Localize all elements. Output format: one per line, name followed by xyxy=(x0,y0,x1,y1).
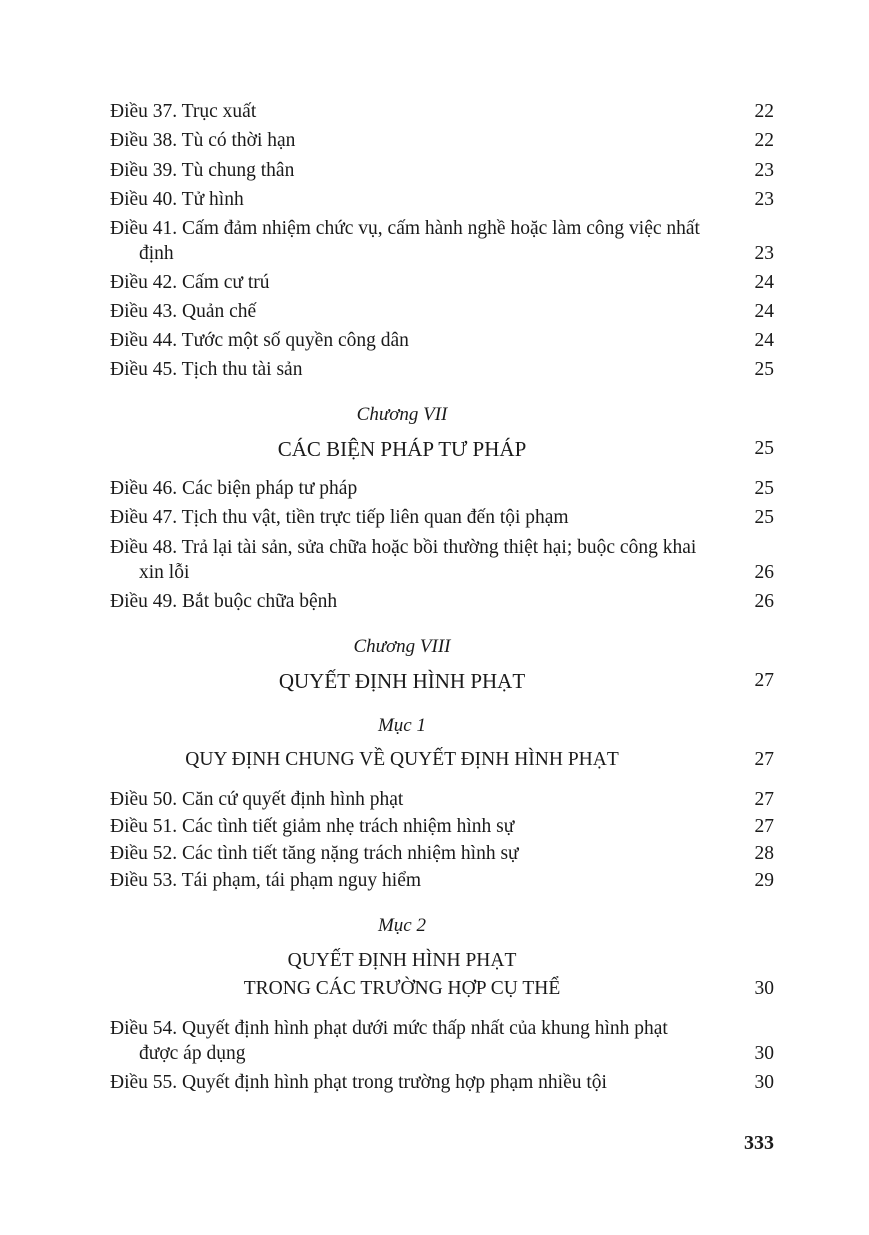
toc-entry-title: Điều 38. Tù có thời hạn xyxy=(110,130,296,151)
toc-entry-page: 23 xyxy=(754,243,774,264)
section-title-line2: TRONG CÁC TRƯỜNG HỢP CỤ THỂ xyxy=(243,978,561,999)
toc-entry-page: 24 xyxy=(754,301,774,322)
toc-entry-page: 25 xyxy=(754,507,774,528)
toc-entry-title: Điều 52. Các tình tiết tăng nặng trách nhiệm hình sự xyxy=(110,843,519,864)
toc-entry[interactable] xyxy=(110,476,774,501)
toc-entry[interactable] xyxy=(110,187,774,212)
section-heading[interactable] xyxy=(110,746,774,774)
toc-entry[interactable] xyxy=(110,328,774,353)
toc-entry[interactable] xyxy=(110,270,774,295)
toc-entry-title: Điều 45. Tịch thu tài sản xyxy=(110,359,303,380)
toc-entry[interactable] xyxy=(110,535,774,585)
toc-entry-page: 23 xyxy=(754,189,774,210)
toc-entry-title: Điều 49. Bắt buộc chữa bệnh xyxy=(110,591,338,612)
toc-entry-page: 25 xyxy=(754,359,774,380)
toc-entry[interactable] xyxy=(110,841,774,866)
toc-entry-title: Điều 46. Các biện pháp tư pháp xyxy=(110,478,358,499)
toc-entry-title: Điều 37. Trục xuất xyxy=(110,101,257,122)
toc-entry[interactable] xyxy=(110,357,774,382)
toc-entry-page: 28 xyxy=(754,843,774,864)
chapter-page: 25 xyxy=(754,438,774,459)
toc-entry-title: Điều 55. Quyết định hình phạt trong trường hợp phạm nhiều tội xyxy=(110,1072,607,1093)
toc-entry[interactable] xyxy=(110,1070,774,1095)
page-number: 333 xyxy=(744,1132,774,1154)
toc-entry-title: Điều 48. Trả lại tài sản, sửa chữa hoặc bồi thường thiệt hại; buộc công khai xin lỗi xyxy=(110,537,697,583)
toc-entry-page: 29 xyxy=(754,870,774,891)
toc-entry-page: 30 xyxy=(754,1072,774,1093)
toc-entry[interactable] xyxy=(110,158,774,183)
chapter-title: CÁC BIỆN PHÁP TƯ PHÁP xyxy=(277,437,527,461)
toc-entry-title: Điều 39. Tù chung thân xyxy=(110,160,295,181)
toc-entry-title: Điều 44. Tước một số quyền công dân xyxy=(110,330,409,351)
toc-entry[interactable] xyxy=(110,868,774,893)
toc-entry-title: Điều 41. Cấm đảm nhiệm chức vụ, cấm hành nghề hoặc làm công việc nhất định xyxy=(110,218,700,264)
toc-entry[interactable] xyxy=(110,216,774,266)
toc-entry-page: 27 xyxy=(754,789,774,810)
section-title: QUY ĐỊNH CHUNG VỀ QUYẾT ĐỊNH HÌNH PHẠT xyxy=(185,749,619,770)
toc-entry-page: 25 xyxy=(754,478,774,499)
toc-entry-page: 26 xyxy=(754,591,774,612)
toc-entry-page: 30 xyxy=(754,1043,774,1064)
toc-entry-page: 23 xyxy=(754,160,774,181)
toc-entry-page: 26 xyxy=(754,562,774,583)
toc-entry[interactable] xyxy=(110,299,774,324)
toc-entry[interactable] xyxy=(110,1016,774,1066)
section-page: 27 xyxy=(754,749,774,770)
section-page: 30 xyxy=(754,978,774,999)
toc-entry[interactable] xyxy=(110,128,774,153)
toc-entry-page: 24 xyxy=(754,272,774,293)
section-label: Mục 1 xyxy=(377,715,426,736)
toc-entry-title: Điều 50. Căn cứ quyết định hình phạt xyxy=(110,789,404,810)
toc-entry-title: Điều 43. Quản chế xyxy=(110,301,257,322)
toc-entry[interactable] xyxy=(110,505,774,530)
chapter-label: Chương VII xyxy=(356,404,448,425)
toc-entry-page: 27 xyxy=(754,816,774,837)
toc-entry-title: Điều 47. Tịch thu vật, tiền trực tiếp liên quan đến tội phạm xyxy=(110,507,569,528)
section-title-line1: QUYẾT ĐỊNH HÌNH PHẠT xyxy=(287,950,517,971)
toc-entry-title: Điều 54. Quyết định hình phạt dưới mức thấp nhất của khung hình phạt được áp dụng xyxy=(110,1018,668,1064)
toc-entry[interactable] xyxy=(110,99,774,124)
chapter-heading[interactable] xyxy=(110,435,774,463)
toc-entry-title: Điều 53. Tái phạm, tái phạm nguy hiểm xyxy=(110,870,422,891)
toc-entry-page: 22 xyxy=(754,101,774,122)
toc-entry-page: 24 xyxy=(754,330,774,351)
chapter-page: 27 xyxy=(754,670,774,691)
toc-entry-title: Điều 40. Tử hình xyxy=(110,189,244,210)
toc-entry[interactable] xyxy=(110,787,774,812)
chapter-title: QUYẾT ĐỊNH HÌNH PHẠT xyxy=(278,669,526,693)
toc-entry-page: 22 xyxy=(754,130,774,151)
toc-entry-title: Điều 51. Các tình tiết giảm nhẹ trách nhiệm hình sự xyxy=(110,816,515,837)
chapter-label: Chương VIII xyxy=(353,636,451,657)
toc-entry[interactable] xyxy=(110,589,774,614)
toc-entry[interactable] xyxy=(110,814,774,839)
chapter-heading[interactable] xyxy=(110,667,774,695)
section-label: Mục 2 xyxy=(377,915,426,936)
toc-entry-title: Điều 42. Cấm cư trú xyxy=(110,272,270,293)
section-heading[interactable] xyxy=(110,947,774,1003)
